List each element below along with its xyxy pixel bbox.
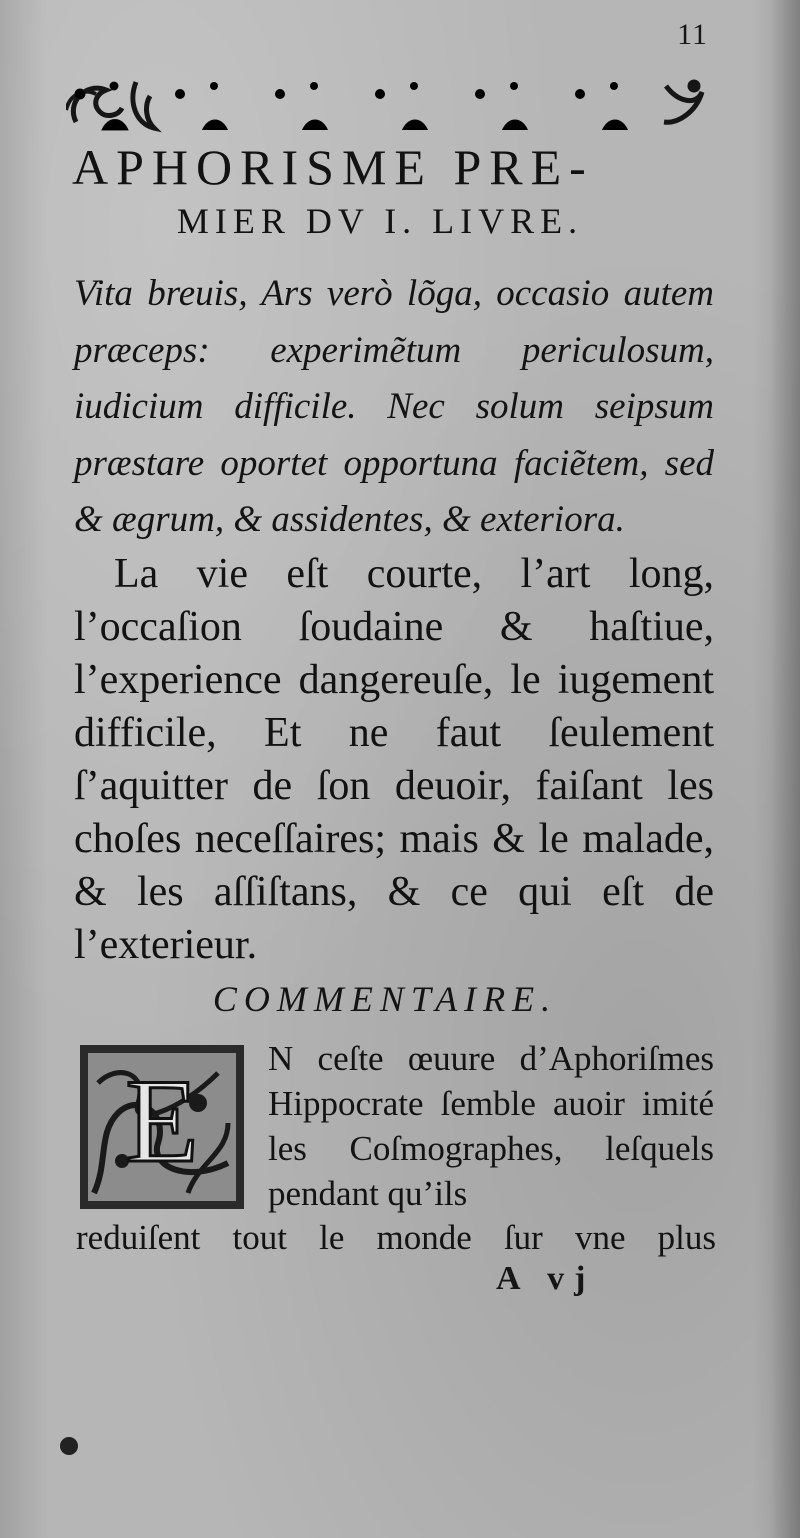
latin-aphorism — [74, 266, 714, 549]
signature-mark: A vj — [496, 1260, 596, 1297]
commentary-paragraph: N ceſte œuure d’Aphoriſmes Hippocrate ſemble auoir imité les Coſmographes, leſquels pendant qu’ils — [268, 1039, 714, 1213]
initial-letter: E — [125, 1054, 199, 1187]
ink-spot — [60, 1437, 78, 1455]
decorated-initial — [78, 1043, 246, 1211]
latin-text: Vita breuis, Ars verò lõga, occasio autem præceps: experimẽtum periculosum, iudicium difficile. Nec solum seipsum præstare oportet opportuna faciẽtem, sed & ægrum, & assidentes, & exteriora. — [74, 273, 714, 540]
commentary-heading: COMMENTAIRE. — [212, 979, 558, 1019]
page-edge-shadow — [770, 0, 800, 1538]
page-number: 11 — [677, 18, 708, 51]
commentary-text — [268, 1036, 714, 1216]
french-translation — [74, 548, 714, 972]
french-text: La vie eſt courte, l’art long, l’occaſion ſoudaine & haſtiue, l’experience dangereuſe, le iugement difficile, Et ne faut ſeulement ſ’aquitter de ſon deuoir, faiſant les choſes neceſſaires; mais & le malade, & les aſſiſtans, & ce qui eſt de l’exterieur. — [74, 551, 714, 968]
chapter-title-line2: MIER DV I. LIVRE. — [176, 201, 584, 241]
commentary-continuation: reduiſent tout le monde ſur vne plus — [76, 1218, 716, 1257]
chapter-title-line1: APHORISME PRE- — [72, 139, 594, 195]
headpiece-ornament — [66, 72, 706, 138]
